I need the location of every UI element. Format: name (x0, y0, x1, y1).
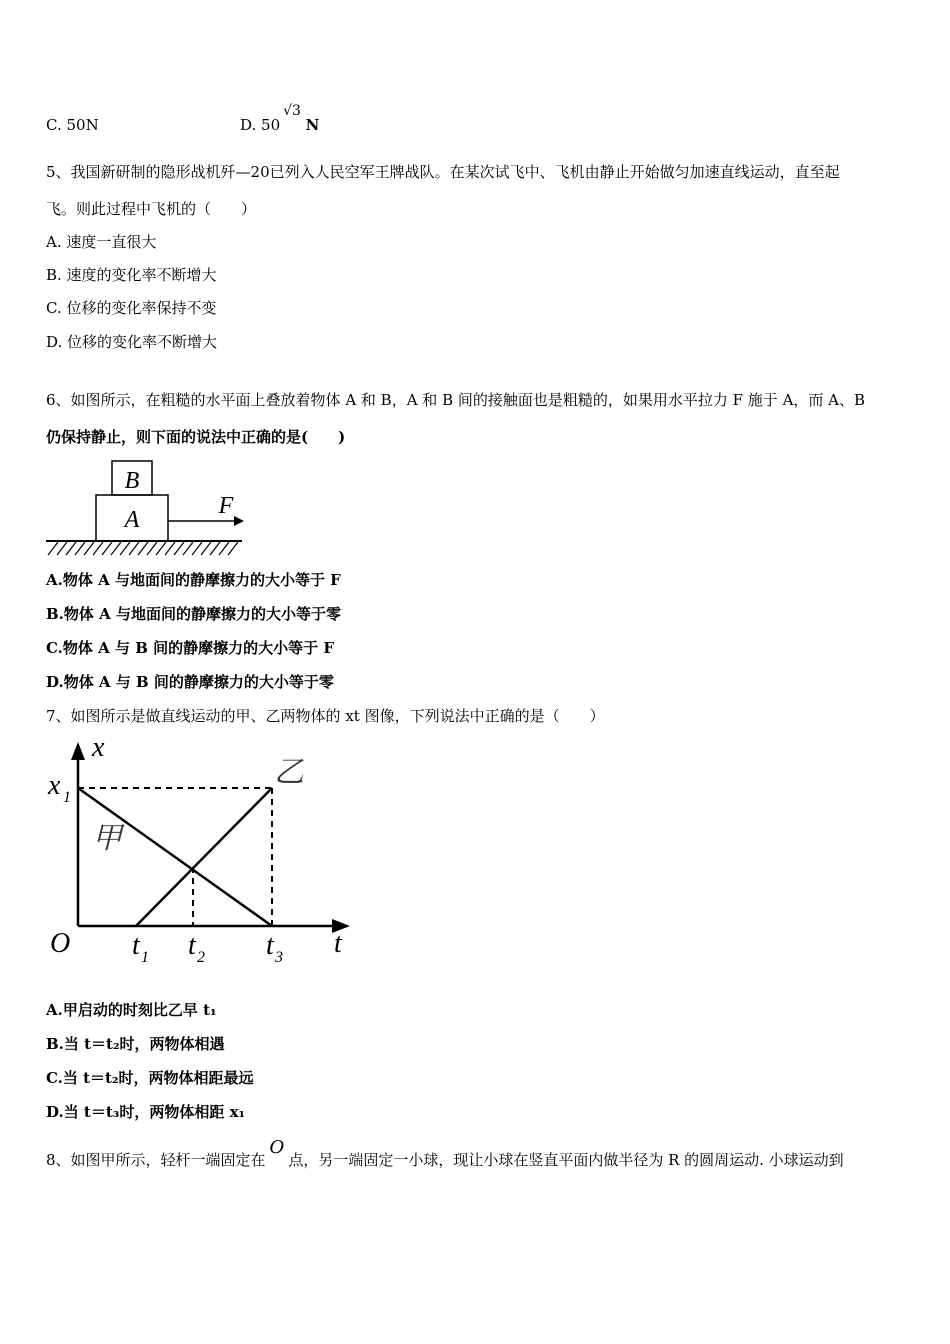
q7-option-a: A.甲启动的时刻比乙早 t₁ (46, 1001, 217, 1019)
origin-label: O (50, 928, 71, 959)
q6-blocks-figure (40, 455, 260, 565)
t2-subscript: 2 (197, 949, 205, 966)
q7-option-c: C.当 t＝t₂时，两物体相距最远 (46, 1069, 254, 1087)
yi-line (136, 788, 272, 926)
y-axis-label: x (92, 732, 105, 763)
q5-option-c: C. 位移的变化率保持不变 (46, 299, 217, 317)
q5-stem-line2: 飞。则此过程中飞机的（ ） (46, 200, 257, 218)
jia-line (78, 788, 272, 926)
x1-subscript: 1 (63, 789, 71, 806)
jia-label: 甲 (92, 822, 122, 855)
sqrt-three (283, 103, 301, 135)
q8-stem-part1: 8、如图甲所示，轻杆一端固定在 (46, 1151, 266, 1169)
q6-stem-line2: 仍保持静止，则下面的说法中正确的是( ) (46, 428, 346, 446)
q6-option-a: A.物体 A 与地面间的静摩擦力的大小等于 F (46, 571, 341, 589)
q5-option-b: B. 速度的变化率不断增大 (46, 266, 217, 284)
q7-option-b: B.当 t＝t₂时，两物体相遇 (46, 1035, 225, 1053)
x1-label: x (48, 770, 61, 801)
q6-option-d: D.物体 A 与 B 间的静摩擦力的大小等于零 (46, 673, 334, 691)
ground-hatching (48, 542, 238, 555)
q6-option-c: C.物体 A 与 B 间的静摩擦力的大小等于 F (46, 639, 334, 657)
q5-stem-line1: 5、我国新研制的隐形战机歼—20已列入人民空军王牌战队。在某次试飞中、飞机由静止开始做匀加速直线运动，直至起 (46, 163, 840, 181)
force-arrowhead (234, 516, 244, 526)
q8-stem-part2: 点，另一端固定一小球，现让小球在竖直平面内做半径为 R 的圆周运动. 小球运动到 (288, 1151, 844, 1169)
q8-stem (46, 1137, 844, 1170)
q4-option-d-prefix: D. 50 (240, 116, 281, 134)
force-label: F (218, 493, 234, 519)
block-b-label: B (124, 468, 140, 494)
q7-stem: 7、如图所示是做直线运动的甲、乙两物体的 xt 图像，下列说法中正确的是（ ） (46, 707, 605, 725)
yi-label: 乙 (274, 756, 304, 789)
q5-option-a: A. 速度一直很大 (46, 233, 157, 251)
block-a-label: A (124, 507, 140, 533)
q6-option-b: B.物体 A 与地面间的静摩擦力的大小等于零 (46, 605, 341, 623)
q4-option-c: C. 50N (46, 116, 99, 134)
t2-label: t (188, 930, 196, 961)
t1-subscript: 1 (141, 949, 149, 966)
y-axis-arrowhead (71, 742, 85, 760)
q7-option-d: D.当 t＝t₃时，两物体相距 x₁ (46, 1103, 246, 1121)
t3-label: t (266, 930, 274, 961)
q7-xt-graph (40, 730, 370, 980)
x-axis-label: t (334, 928, 342, 959)
q4-option-d (240, 103, 320, 135)
t1-label: t (132, 930, 140, 961)
q6-stem-line1: 6、如图所示，在粗糙的水平面上叠放着物体 A 和 B，A 和 B 间的接触面也是粗糙的，如果用水平拉力 F 施于 A，而 A、B (46, 391, 866, 409)
q8-point-o: O (269, 1137, 285, 1158)
q5-option-d: D. 位移的变化率不断增大 (46, 333, 218, 351)
q4-option-d-unit: N (300, 116, 320, 134)
t3-subscript: 3 (275, 949, 283, 966)
radical-sign: √3 (283, 103, 301, 119)
